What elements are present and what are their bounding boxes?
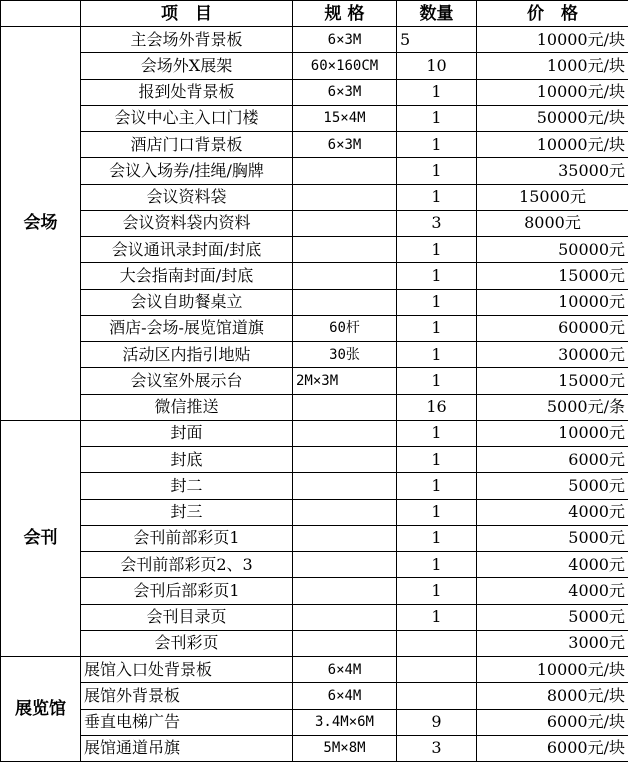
row-item: 报到处背景板 — [81, 79, 293, 105]
table-row — [1, 604, 628, 630]
table-row — [1, 263, 628, 289]
row-item: 大会指南封面/封底 — [81, 263, 293, 289]
table-row — [1, 709, 628, 735]
header-spec: 规 格 — [293, 1, 397, 27]
row-item: 封二 — [81, 473, 293, 499]
row-qty: 1 — [397, 342, 477, 368]
row-item: 封底 — [81, 447, 293, 473]
row-qty: 1 — [397, 552, 477, 578]
row-spec: 6×3M — [293, 79, 397, 105]
row-spec: 30张 — [293, 342, 397, 368]
row-spec: 5M×8M — [293, 735, 397, 761]
group-label: 展览馆 — [1, 657, 81, 762]
row-price: 10000元 — [477, 420, 628, 446]
row-item: 酒店门口背景板 — [81, 132, 293, 158]
row-qty — [397, 683, 477, 709]
row-qty: 1 — [397, 368, 477, 394]
table-row — [1, 420, 628, 446]
row-spec: 2M×3M — [293, 368, 397, 394]
row-price: 10000元/块 — [477, 79, 628, 105]
row-spec — [293, 525, 397, 551]
row-price: 5000元 — [477, 473, 628, 499]
row-price: 5000元/条 — [477, 394, 628, 420]
row-qty: 1 — [397, 525, 477, 551]
row-price: 6000元 — [477, 447, 628, 473]
row-price: 50000元 — [477, 237, 628, 263]
row-price: 15000元 — [477, 263, 628, 289]
row-price: 15000元 — [477, 368, 628, 394]
table-row — [1, 735, 628, 761]
row-qty: 1 — [397, 447, 477, 473]
row-price: 8000元/块 — [477, 683, 628, 709]
header-qty: 数量 — [397, 1, 477, 27]
row-qty: 5 — [397, 27, 477, 53]
row-qty: 16 — [397, 394, 477, 420]
row-spec — [293, 289, 397, 315]
row-price: 15000元 — [477, 184, 628, 210]
row-price: 6000元/块 — [477, 709, 628, 735]
row-spec — [293, 184, 397, 210]
table-row — [1, 552, 628, 578]
table-row — [1, 289, 628, 315]
header-item: 项 目 — [81, 1, 293, 27]
row-spec — [293, 604, 397, 630]
row-qty: 1 — [397, 184, 477, 210]
row-item: 会刊前部彩页1 — [81, 525, 293, 551]
row-qty: 1 — [397, 499, 477, 525]
row-item: 会议资料袋内资料 — [81, 210, 293, 236]
row-price: 6000元/块 — [477, 735, 628, 761]
row-spec: 15×4M — [293, 105, 397, 131]
table-row — [1, 368, 628, 394]
row-spec — [293, 420, 397, 446]
row-price: 60000元 — [477, 315, 628, 341]
table-row — [1, 683, 628, 709]
row-price: 10000元 — [477, 289, 628, 315]
row-spec: 6×3M — [293, 27, 397, 53]
row-price: 35000元 — [477, 158, 628, 184]
row-spec — [293, 552, 397, 578]
row-qty — [397, 657, 477, 683]
row-qty: 1 — [397, 105, 477, 131]
row-item: 酒店-会场-展览馆道旗 — [81, 315, 293, 341]
row-spec — [293, 578, 397, 604]
table-row — [1, 657, 628, 683]
row-spec — [293, 210, 397, 236]
row-qty: 1 — [397, 473, 477, 499]
row-item: 展馆通道吊旗 — [81, 735, 293, 761]
row-spec — [293, 394, 397, 420]
row-qty: 1 — [397, 420, 477, 446]
row-price: 10000元/块 — [477, 132, 628, 158]
row-item: 会议资料袋 — [81, 184, 293, 210]
row-qty: 1 — [397, 79, 477, 105]
row-qty: 1 — [397, 315, 477, 341]
table-row — [1, 132, 628, 158]
row-item: 会议中心主入口门楼 — [81, 105, 293, 131]
header-price: 价 格 — [477, 1, 628, 27]
row-spec: 6×4M — [293, 657, 397, 683]
row-spec: 60杆 — [293, 315, 397, 341]
table-row — [1, 499, 628, 525]
row-price: 5000元 — [477, 604, 628, 630]
row-item: 微信推送 — [81, 394, 293, 420]
table-row — [1, 79, 628, 105]
row-qty: 3 — [397, 735, 477, 761]
row-qty: 10 — [397, 53, 477, 79]
row-spec — [293, 499, 397, 525]
row-qty: 1 — [397, 604, 477, 630]
table-row — [1, 53, 628, 79]
row-spec: 3.4M×6M — [293, 709, 397, 735]
row-spec — [293, 447, 397, 473]
row-price: 4000元 — [477, 578, 628, 604]
row-item: 会刊目录页 — [81, 604, 293, 630]
row-qty: 1 — [397, 289, 477, 315]
row-qty: 1 — [397, 237, 477, 263]
table-row — [1, 473, 628, 499]
row-spec — [293, 158, 397, 184]
row-spec: 6×4M — [293, 683, 397, 709]
row-spec: 60×160CM — [293, 53, 397, 79]
table-row — [1, 578, 628, 604]
row-spec — [293, 237, 397, 263]
row-item: 展馆入口处背景板 — [81, 657, 293, 683]
group-label: 会刊 — [1, 420, 81, 656]
table-row — [1, 394, 628, 420]
group-label: 会场 — [1, 27, 81, 421]
row-price: 10000元/块 — [477, 657, 628, 683]
row-qty: 1 — [397, 132, 477, 158]
row-qty: 9 — [397, 709, 477, 735]
row-spec — [293, 473, 397, 499]
row-price: 50000元/块 — [477, 105, 628, 131]
table-row — [1, 342, 628, 368]
table-row — [1, 447, 628, 473]
row-price: 30000元 — [477, 342, 628, 368]
row-qty: 1 — [397, 158, 477, 184]
row-price: 4000元 — [477, 552, 628, 578]
row-price: 1000元/块 — [477, 53, 628, 79]
row-item: 展馆外背景板 — [81, 683, 293, 709]
row-item: 封三 — [81, 499, 293, 525]
table-row — [1, 315, 628, 341]
row-item: 垂直电梯广告 — [81, 709, 293, 735]
row-item: 会场外X展架 — [81, 53, 293, 79]
row-spec — [293, 630, 397, 656]
row-item: 封面 — [81, 420, 293, 446]
table-row — [1, 237, 628, 263]
row-item: 会刊后部彩页1 — [81, 578, 293, 604]
row-price: 5000元 — [477, 525, 628, 551]
row-qty: 1 — [397, 578, 477, 604]
row-price: 8000元 — [477, 210, 628, 236]
table-row — [1, 210, 628, 236]
row-price: 4000元 — [477, 499, 628, 525]
row-spec — [293, 263, 397, 289]
table-row — [1, 105, 628, 131]
table-row — [1, 27, 628, 53]
table-row — [1, 184, 628, 210]
row-item: 会刊彩页 — [81, 630, 293, 656]
table-row — [1, 525, 628, 551]
row-item: 活动区内指引地贴 — [81, 342, 293, 368]
header-row — [1, 1, 628, 27]
row-item: 会刊前部彩页2、3 — [81, 552, 293, 578]
table-row — [1, 158, 628, 184]
table-row — [1, 630, 628, 656]
header-group — [1, 1, 81, 27]
row-price: 10000元/块 — [477, 27, 628, 53]
row-item: 主会场外背景板 — [81, 27, 293, 53]
row-price: 3000元 — [477, 630, 628, 656]
row-item: 会议入场券/挂绳/胸牌 — [81, 158, 293, 184]
row-qty: 3 — [397, 210, 477, 236]
row-qty: 1 — [397, 263, 477, 289]
row-spec: 6×3M — [293, 132, 397, 158]
row-qty — [397, 630, 477, 656]
row-item: 会议通讯录封面/封底 — [81, 237, 293, 263]
row-item: 会议室外展示台 — [81, 368, 293, 394]
row-item: 会议自助餐桌立 — [81, 289, 293, 315]
